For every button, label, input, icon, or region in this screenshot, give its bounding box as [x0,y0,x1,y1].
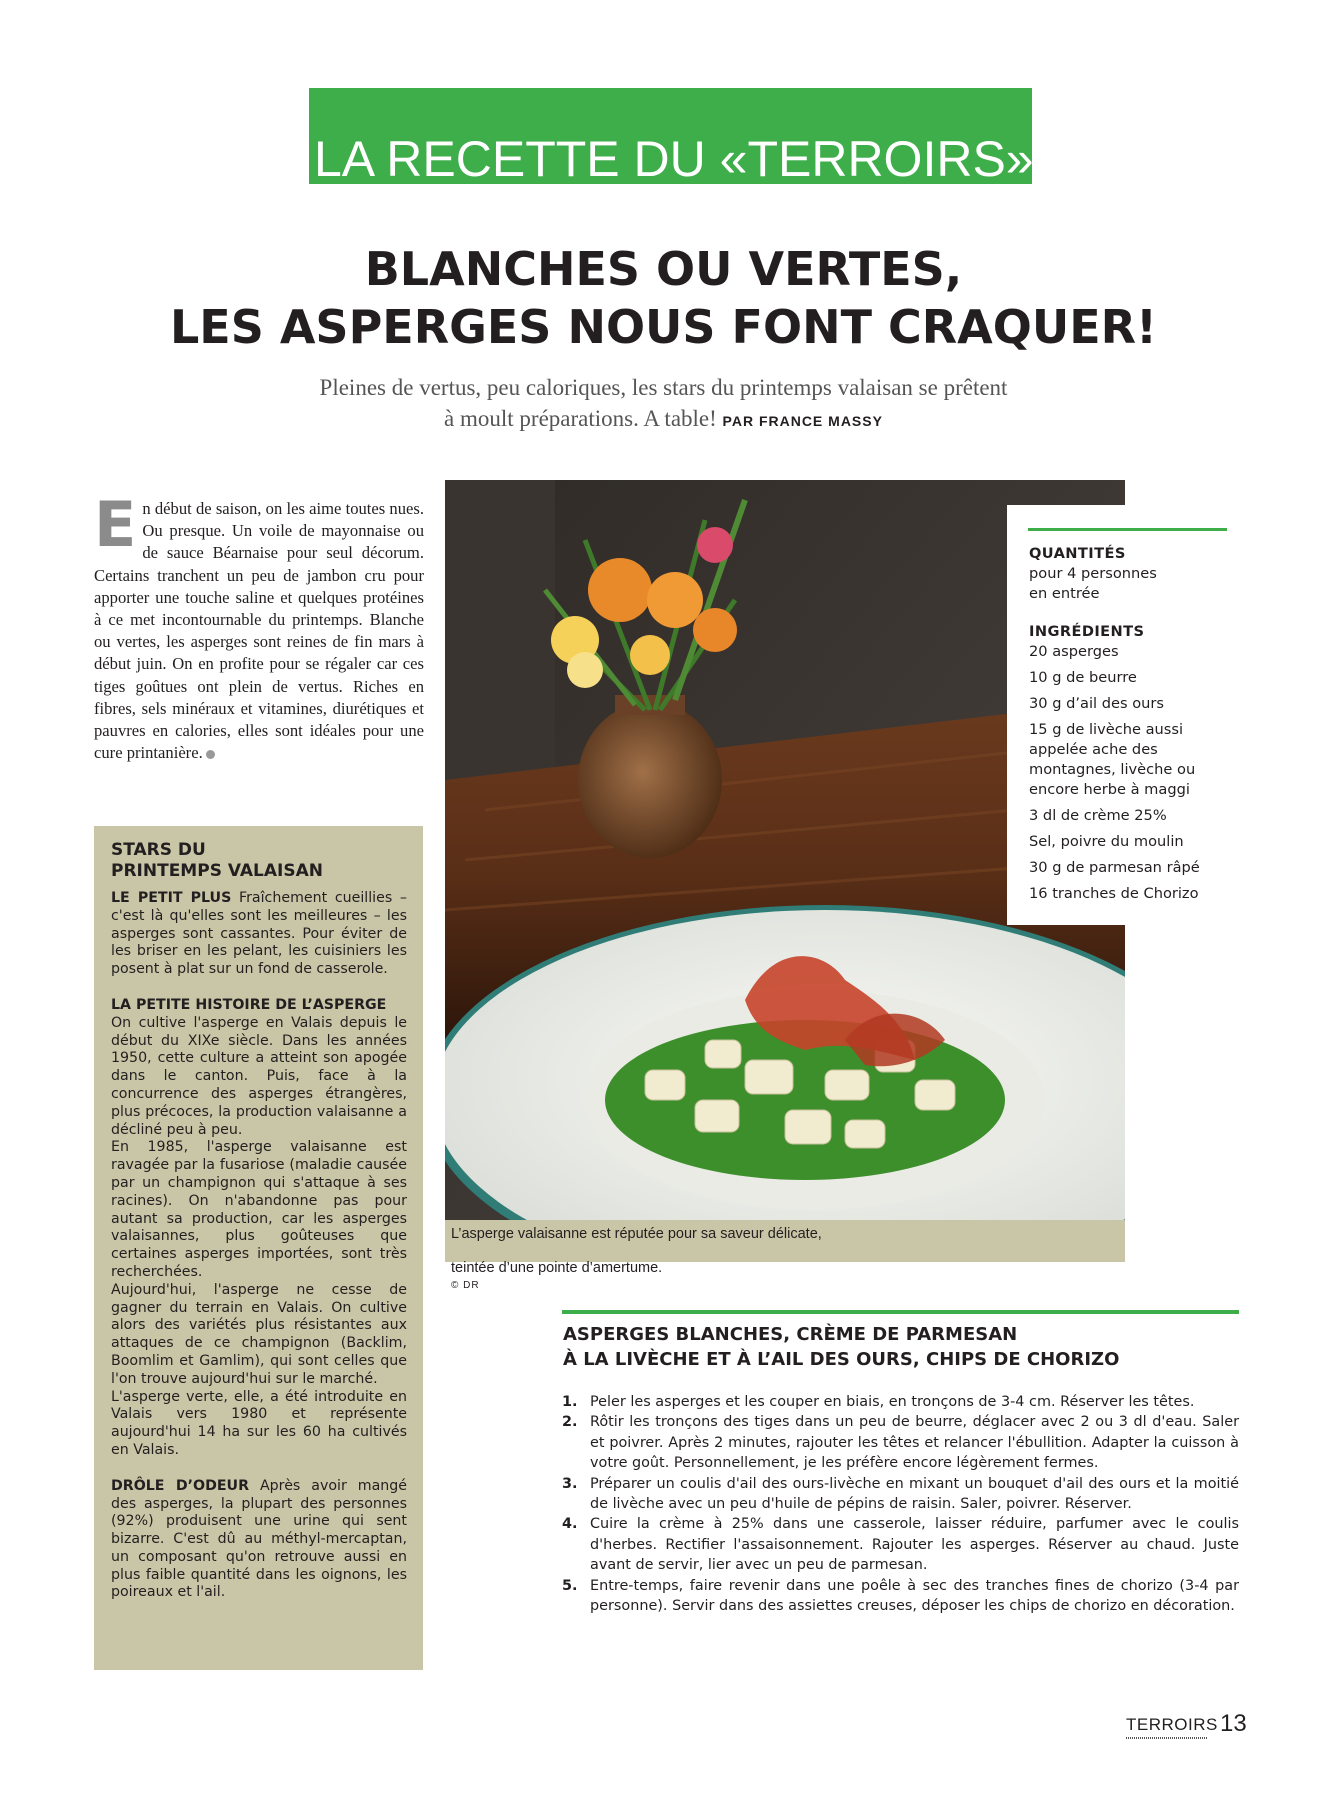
standfirst-line-2 [200,403,1127,437]
sidebar-petit-plus-text: Fraîchement cueillies – c'est là qu'elles sont les meilleures – les asperges sont cassantes. Pour éviter de les briser en les pelant, les cuisiniers les posent à plat sur un fond de casserole. [111,890,407,978]
recipe-step-text: Préparer un coulis d'ail des ours-livèche en mixant un bouquet d'ail des ours et la moitié de livèche avec un peu d'huile de pépins de raisin. Saler, poivrer. Réserver. [590,1475,1239,1513]
recipe-title-line-1: ASPERGES BLANCHES, CRÈME DE PARMESAN [563,1324,1018,1345]
ingredient-item: 16 tranches de Chorizo [1029,885,1199,902]
ingredient-item: 15 g de livèche aussi appelée ache des montagnes, livèche ou encore herbe à maggi [1029,721,1196,798]
recipe-step [562,1412,1239,1473]
sidebar-odeur-text: Après avoir mangé des asperges, la plupart des personnes (92%) produisent une urine qui sent bizarre. C'est dû au méthyl-mercaptan, un composant qu'on retrouve aussi en plus faible quantité dans les oignons, les poireaux et l'ail. [111,1477,407,1601]
quantities-line-2: en entrée [1029,585,1100,602]
recipe-step-text: Cuire la crème à 25% dans une casserole, laisser réduire, parfumer avec le coulis d'herbes. Rectifier l'assaisonnement. Rajouter les asperges. Réserver au chaud. Juste avant de servir, lier avec un peu de parmesan. [590,1516,1239,1574]
sidebar-petit-plus [111,890,407,979]
sidebar-box [94,826,423,1670]
quantities-rule [1028,528,1227,531]
ingredient-item: 3 dl de crème 25% [1029,807,1167,824]
ingredient-item: 30 g de parmesan râpé [1029,859,1200,876]
footer-magazine-name: TERROIRS [1126,1715,1218,1734]
recipe-step [562,1474,1239,1515]
headline [100,240,1227,356]
ingredient-item: Sel, poivre du moulin [1029,833,1184,850]
byline: PAR FRANCE MASSY [722,413,883,429]
recipe-step-number: 3. [562,1475,578,1492]
recipe-steps [562,1392,1239,1616]
ingredients-list [1029,642,1229,904]
sidebar-petit-plus-heading: LE PETIT PLUS [111,890,232,906]
standfirst [200,372,1127,437]
quantities-line-1: pour 4 personnes [1029,565,1157,582]
headline-line-1: BLANCHES OU VERTES, [364,242,963,296]
recipe-title-line-2: À LA LIVÈCHE ET À L’AIL DES OURS, CHIPS DE CHORIZO [563,1349,1120,1370]
headline-line-2: LES ASPERGES NOUS FONT CRAQUER! [169,300,1158,354]
recipe-step-number: 1. [562,1394,578,1410]
section-title: LA RECETTE DU «TERROIRS» [314,131,1034,187]
sidebar-histoire-heading: LA PETITE HISTOIRE DE L’ASPERGE [111,996,387,1013]
recipe-step [562,1576,1239,1617]
ingredient-item: 30 g d’ail des ours [1029,695,1164,712]
page-number: 13 [1220,1710,1247,1737]
photo-caption [451,1226,971,1294]
recipe-step-text: Entre-temps, faire revenir dans une poêle à sec des tranches fines de chorizo (3-4 par personne). Servir dans des assiettes creuses, déposer les chips de chorizo en décoration. [590,1577,1239,1615]
footer-underline [1126,1737,1208,1739]
photo-credit: © DR [451,1280,480,1291]
sidebar-histoire [111,997,407,1460]
sidebar-histoire-paragraph-1: On cultive l'asperge en Valais depuis le début du XIXe siècle. Dans les années 1950, cette culture a atteint son apogée dans le canton. Puis, face à la concurrence des asperges étrangères, plus précoces, la production valaisanne a décliné peu à peu. [111,1014,407,1138]
sidebar-histoire-paragraph-4: L'asperge verte, elle, a été introduite en Valais vers 1980 et représente aujourd'hui 14 ha sur les 60 ha cultivés en Valais. [111,1388,407,1458]
sidebar-odeur-heading: DRÔLE D’ODEUR [111,1477,250,1494]
recipe-step-text: Peler les asperges et les couper en biais, en tronçons de 3-4 cm. Réserver les têtes. [590,1394,1195,1410]
photo-caption-line-2 [451,1243,971,1294]
standfirst-line-2-text: à moult préparations. A table! [444,406,717,431]
ingredient-item: 10 g de beurre [1029,669,1137,686]
photo-caption-line-2-text: teintée d’une pointe d’amertume. [451,1260,663,1276]
sidebar-title-line-2: PRINTEMPS VALAISAN [111,861,323,881]
recipe-step-number: 2. [562,1414,578,1431]
quantities-content [1029,544,1229,910]
drop-cap: E [94,488,137,561]
sidebar-title [111,840,407,882]
intro-text: n début de saison, on les aime toutes nues. Ou presque. Un voile de mayonnaise ou de sauce Béarnaise pour seul décorum. Certains tranchent un peu de jambon cru pour apporter une touche saline et quelques protéines à ce met incontournable du printemps. Blanche ou vertes, les asperges sont reines de fin mars à début juin. On en profite pour se régaler car ces tiges goûtues ont plein de vertus. Riches en fibres, sels minéraux et vitamines, diurétiques et pauvres en calories, elles sont idéales pour une cure printanière. [94,499,424,763]
recipe-title [563,1322,1243,1372]
ingredient-item: 20 asperges [1029,643,1119,660]
standfirst-line-1: Pleines de vertus, peu caloriques, les stars du printemps valaisan se prêtent [319,375,1008,400]
intro-paragraph [94,488,424,764]
quantities-heading: QUANTITÉS [1029,545,1126,562]
ingredients-heading: INGRÉDIENTS [1029,623,1145,640]
recipe-step-number: 5. [562,1577,578,1594]
sidebar-title-line-1: STARS DU [111,840,206,860]
recipe-rule [562,1310,1239,1314]
photo-caption-line-1: L’asperge valaisanne est réputée pour sa saveur délicate, [451,1226,822,1242]
recipe-step-text: Rôtir les tronçons des tiges dans un peu de beurre, déglacer avec 2 ou 3 dl d'eau. Saler et poivrer. Après 2 minutes, rajouter les têtes et relancer l'ébullition. Adapter la cuisson à votre goût. Personnellement, je les préfère encore légèrement fermes. [590,1414,1239,1472]
recipe-step [562,1514,1239,1575]
sidebar-histoire-paragraph-2: En 1985, l'asperge valaisanne est ravagée par la fusariose (maladie causée par un champignon qui s'attaque à ses racines). On n'abandonne pas pour autant sa production, car les asperges valaisannes, plus goûteuses que certaines asperges importées, sont très recherchées. [111,1139,407,1280]
end-mark-icon [206,750,215,759]
sidebar-odeur [111,1478,407,1603]
recipe-step [562,1392,1239,1412]
sidebar-histoire-paragraph-3: Aujourd'hui, l'asperge ne cesse de gagner du terrain en Valais. On cultive alors des variétés plus résistantes aux attaques de ce champignon (Backlim, Boomlim et Gamlim), qui sont celles que l'on trouve aujourd'hui sur le marché. [111,1281,407,1387]
recipe-step-number: 4. [562,1516,578,1533]
